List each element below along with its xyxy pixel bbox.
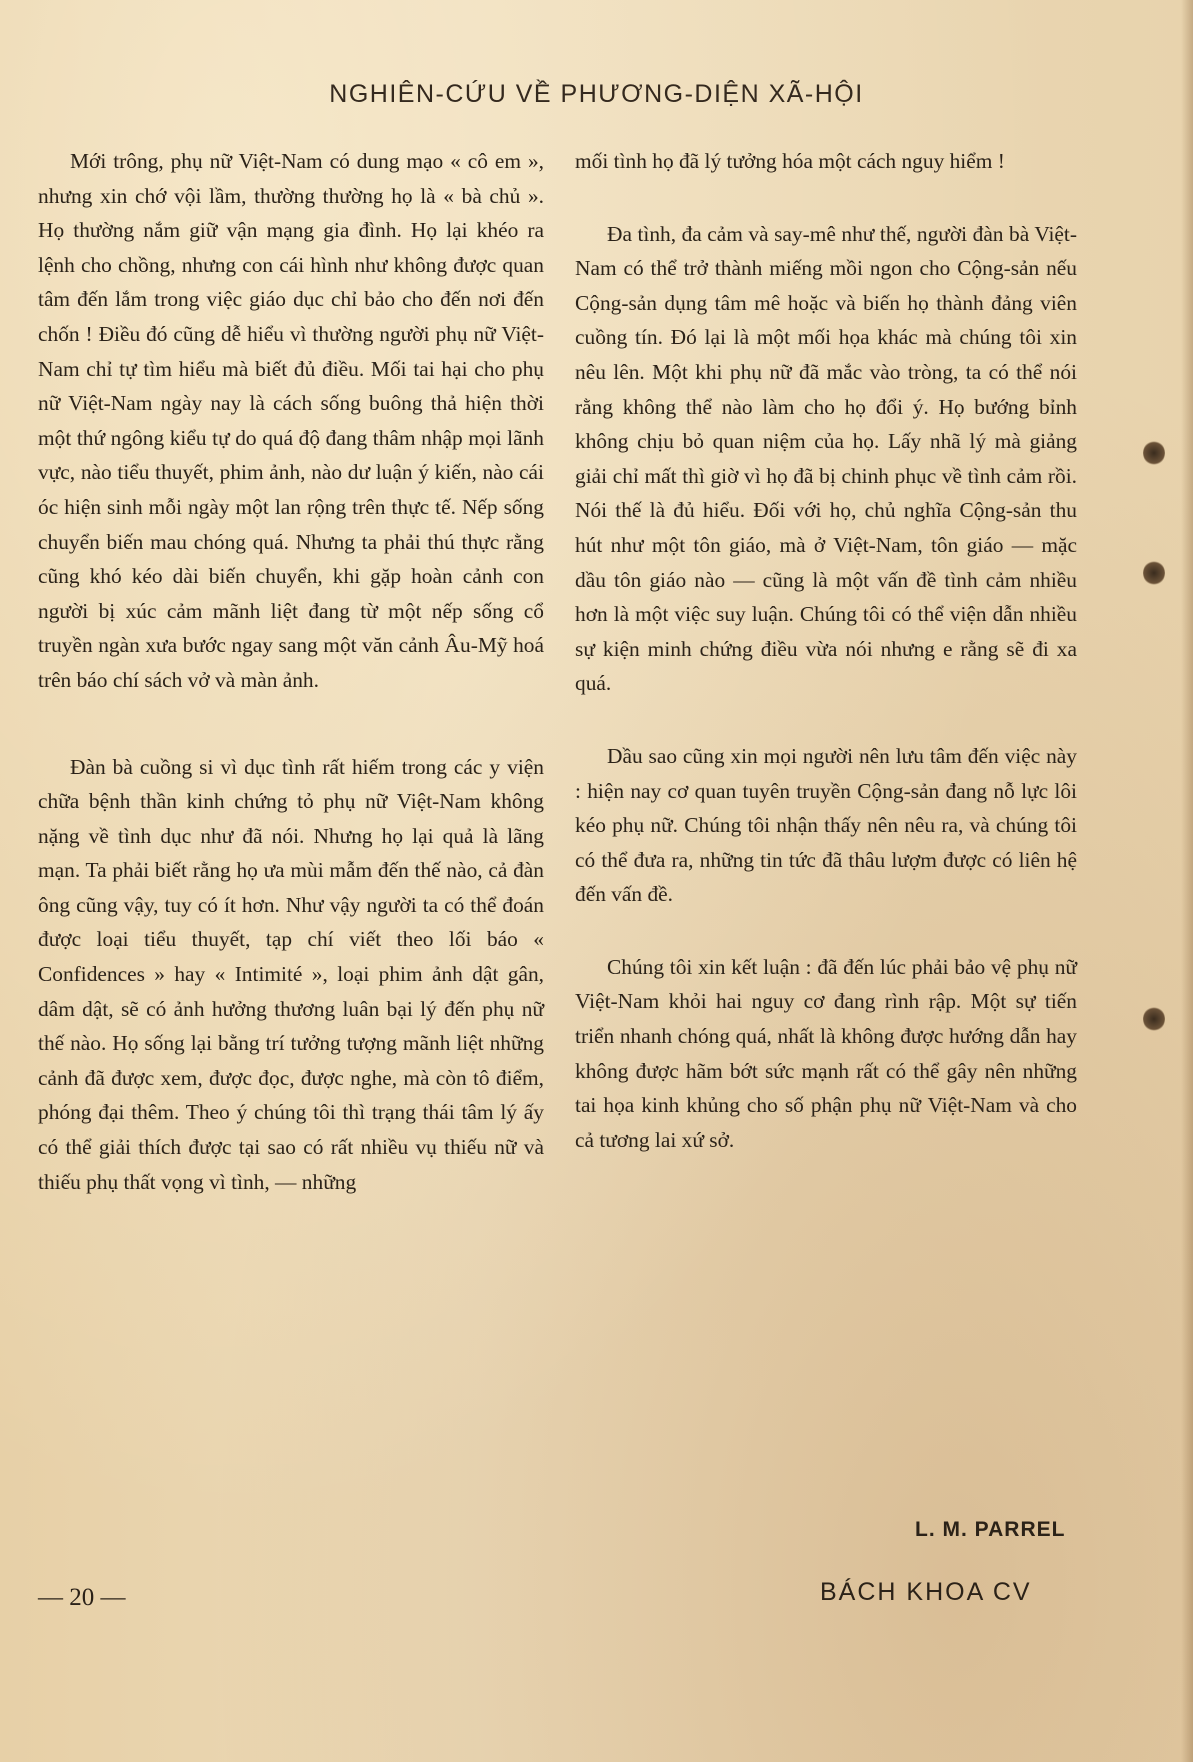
paragraph: Dầu sao cũng xin mọi người nên lưu tâm đến việc này : hiện nay cơ quan tuyên truyền Cộng-sản đang nỗ lực lôi kéo phụ nữ. Chúng tôi nhận thấy nên nêu ra, và chúng tôi có thể đưa ra, những tin tức đã thâu lượm được có liên hệ đến vấn đề.: [575, 743, 1077, 907]
paragraph: Chúng tôi xin kết luận : đã đến lúc phải bảo vệ phụ nữ Việt-Nam khỏi hai nguy cơ đang rình rập. Một sự tiến triển nhanh chóng quá, nhất là không được hướng dẫn hay không được hãm bớt sức mạnh rất có thể gây nên những tai họa kinh khủng cho số phận phụ nữ Việt-Nam và cho cả tương lai xứ sở.: [575, 954, 1077, 1152]
binding-hole: [1143, 440, 1165, 466]
magazine-name: BÁCH KHOA CV: [820, 1578, 1032, 1606]
author-signature: L. M. PARREL: [915, 1518, 1066, 1541]
binding-hole: [1143, 560, 1165, 586]
page-edge: [1181, 0, 1193, 1762]
binding-hole: [1143, 1006, 1165, 1032]
right-column: [575, 144, 1077, 1157]
paragraph: mối tình họ đã lý tưởng hóa một cách nguy hiểm !: [575, 149, 1005, 173]
left-column: [38, 144, 544, 1199]
paragraph: Đàn bà cuồng si vì dục tình rất hiếm trong các y viện chữa bệnh thần kinh chứng tỏ phụ nữ Việt-Nam không nặng về tình dục như đã nói. Nhưng họ lại quả là lãng mạn. Ta phải biết rằng họ ưa mùi mẫm đến thế nào, cả đàn ông cũng vậy, tuy có ít hơn. Như vậy người ta có thể đoán được loại tiểu thuyết, tạp chí viết theo lối báo « Confidences » hay « Intimité », loại phim ảnh dật gân, dâm dật, sẽ có ảnh hưởng thương luân bại lý đến phụ nữ thế nào. Họ sống lại bằng trí tưởng tượng mãnh liệt những cảnh đã được xem, được đọc, được nghe, mà còn tô điểm, phóng đại thêm. Theo ý chúng tôi thì trạng thái tâm lý ấy có thể giải thích được tại sao có rất nhiều vụ thiếu nữ và thiếu phụ thất vọng vì tình, — những: [38, 754, 544, 1194]
paragraph: Đa tình, đa cảm và say-mê như thế, người đàn bà Việt-Nam có thể trở thành miếng mồi ngon cho Cộng-sản nếu Cộng-sản dụng tâm mê hoặc và biến họ thành đảng viên cuồng tín. Đó lại là một mối họa khác mà chúng tôi xin nêu lên. Một khi phụ nữ đã mắc vào tròng, ta có thể nói rằng không thể nào làm cho họ đổi ý. Họ bướng bỉnh không chịu bỏ quan niệm của họ. Lấy nhã lý mà giảng giải chỉ mất thì giờ vì họ đã bị chinh phục về tình cảm rồi. Nói thế là đủ hiểu. Đối với họ, chủ nghĩa Cộng-sản thu hút như một tôn giáo, mà ở Việt-Nam, tôn giáo — mặc dầu tôn giáo nào — cũng là một vấn đề tình cảm nhiều hơn là một việc suy luận. Chúng tôi có thể viện dẫn nhiều sự kiện minh chứng điều vừa nói nhưng e rằng sẽ đi xa quá.: [575, 221, 1077, 696]
page-number: — 20 —: [38, 1584, 126, 1611]
page-header: NGHIÊN-CỨU VỀ PHƯƠNG-DIỆN XÃ-HỘI: [329, 80, 864, 108]
paragraph: Mới trông, phụ nữ Việt-Nam có dung mạo « cô em », nhưng xin chớ vội lầm, thường thường họ là « bà chủ ». Họ thường nắm giữ vận mạng gia đình. Họ lại khéo ra lệnh cho chồng, nhưng con cái hình như không được quan tâm đến lắm trong việc giáo dục chỉ bảo cho đến nơi đến chốn ! Điều đó cũng dễ hiểu vì thường người phụ nữ Việt-Nam chỉ tự tìm hiểu mà biết đủ điều. Mối tai hại cho phụ nữ Việt-Nam ngày nay là cách sống buông thả hiện thời một thứ ngông kiểu tự do quá độ đang thâm nhập mọi lãnh vực, nào tiểu thuyết, phim ảnh, nào dư luận ý kiến, nào cái óc hiện sinh mỗi ngày một lan rộng trên thực tế. Nếp sống chuyển biến mau chóng quá. Nhưng ta phải thú thực rằng cũng khó kéo dài biến chuyển, khi gặp hoàn cảnh con người bị xúc cảm mãnh liệt đang từ một nếp sống cổ truyền ngàn xưa bước ngay sang một văn cảnh Âu-Mỹ hoá trên báo chí sách vở và màn ảnh.: [38, 149, 544, 692]
